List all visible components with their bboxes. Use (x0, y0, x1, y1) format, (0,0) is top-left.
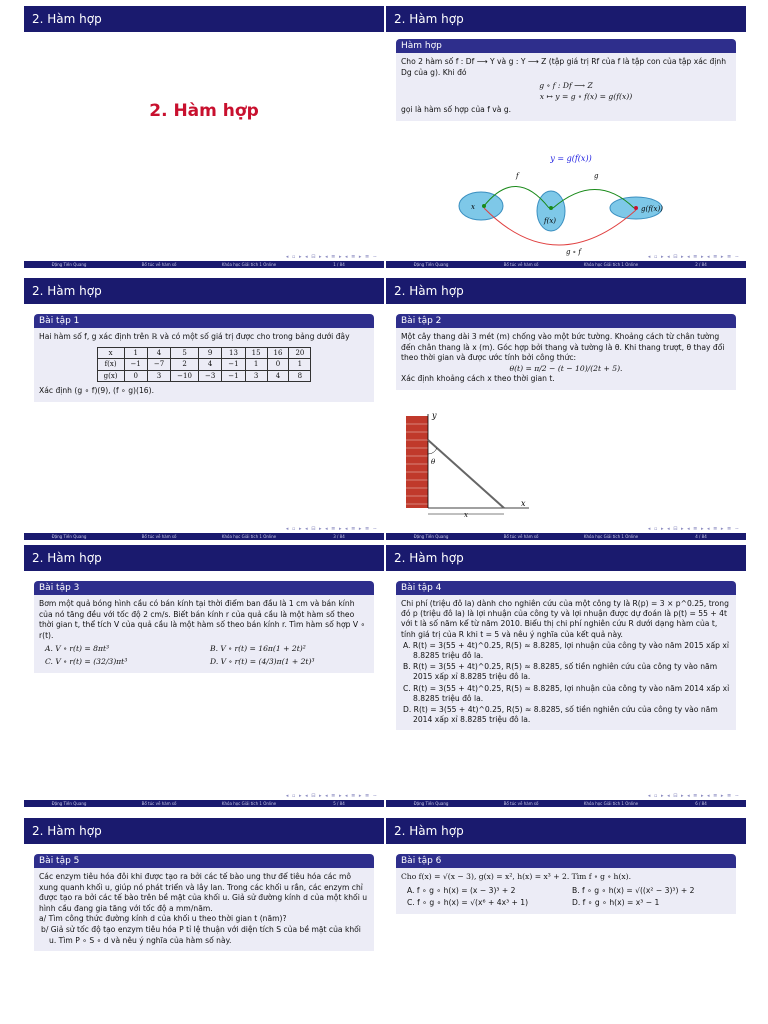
answer-options (39, 644, 369, 667)
slide-header: 2. Hàm hợp (386, 6, 746, 32)
beamer-nav-icons[interactable]: ◂ ▫ ▸ ◂ ⊟ ▸ ◂ ≣ ▸ ◂ ≣ ▸ ≣ ∽ (647, 793, 740, 799)
footer-author: Đặng Tiến Quang (51, 801, 87, 806)
exercise-text: Hai hàm số f, g xác định trên ℝ và có một số giá trị được cho trong bảng dưới đây (39, 332, 350, 341)
angle-arc (428, 448, 437, 454)
exercise-block (34, 581, 374, 673)
brick-wall (406, 416, 428, 508)
option-a[interactable]: A. V ∘ r(t) = 8πt³ (45, 644, 110, 654)
footer-course: Khóa học Giải tích 1 Online (221, 534, 277, 539)
composition-diagram (456, 151, 696, 256)
slide-4 (386, 278, 746, 540)
table-row-g: g(x) 0 3 −10 −3 −1 3 4 8 (97, 370, 311, 382)
option-b[interactable]: B. f ∘ g ∘ h(x) = √((x² − 3)³) + 2 (572, 885, 695, 895)
footer-author: Đặng Tiến Quang (413, 801, 449, 806)
block-body (396, 53, 736, 121)
definition-block (396, 39, 736, 121)
slide-1 (24, 6, 384, 268)
exercise-block (34, 314, 374, 402)
footer-section: Bổ túc về hàm số (141, 534, 177, 539)
ladder-figure (404, 410, 534, 520)
slide-header: 2. Hàm hợp (24, 6, 384, 32)
slide-footer (386, 533, 746, 540)
footer-section: Bổ túc về hàm số (141, 801, 177, 806)
slide-6 (386, 545, 746, 807)
label-gfx: g(f(x)) (641, 205, 663, 213)
footer-author: Đặng Tiến Quang (413, 534, 449, 539)
block-body (396, 328, 736, 390)
footer-course: Khóa học Giải tích 1 Online (583, 534, 639, 539)
definition-text: Cho 2 hàm số f : Df ⟶ Y và g : Y ⟶ Z (tập giá trị Rf của f là tập con của tập xác định Dg của g). Khi đó (401, 57, 727, 77)
exercise-question: Xác định khoảng cách x theo thời gian t. (401, 374, 555, 384)
option-c[interactable]: C. f ∘ g ∘ h(x) = √(x⁶ + 4x³ + 1) (407, 898, 529, 908)
slide-footer (24, 800, 384, 807)
footer-page: 3 / 84 (333, 534, 345, 539)
slide-header: 2. Hàm hợp (386, 545, 746, 571)
block-title: Bài tập 4 (396, 581, 736, 595)
slide-header: 2. Hàm hợp (24, 545, 384, 571)
footer-section: Bổ túc về hàm số (503, 801, 539, 806)
slide-footer (24, 533, 384, 540)
slide-8 (386, 818, 746, 1018)
block-body (34, 595, 374, 673)
beamer-nav-icons[interactable]: ◂ ▫ ▸ ◂ ⊟ ▸ ◂ ≣ ▸ ◂ ≣ ▸ ≣ ∽ (647, 254, 740, 260)
block-title: Bài tập 5 (34, 854, 374, 868)
footer-page: 5 / 84 (333, 801, 345, 806)
option-d[interactable]: D. R(t) = 3(55 + 4t)^0.25, R(5) ≈ 8.8285, số tiền nghiên cứu của công ty vào năm 2014 xấp xỉ 8.8285 triệu đô la. (403, 705, 718, 725)
ladder (428, 440, 504, 508)
distance-label: x (464, 511, 468, 519)
footer-section: Bổ túc về hàm số (503, 262, 539, 267)
footer-author: Đặng Tiến Quang (51, 262, 87, 267)
option-a[interactable]: A. R(t) = 3(55 + 4t)^0.25, R(5) ≈ 8.8285, lợi nhuận của công ty vào năm 2015 xấp xỉ 8.8285 triệu đô la. (403, 640, 730, 661)
beamer-nav-icons[interactable]: ◂ ▫ ▸ ◂ ⊟ ▸ ◂ ≣ ▸ ◂ ≣ ▸ ≣ ∽ (285, 526, 378, 532)
label-gof: g ∘ f (566, 248, 581, 256)
slide-2 (386, 6, 746, 268)
slide-header: 2. Hàm hợp (386, 818, 746, 844)
formula-line-1: g ∘ f : Df ⟶ Z (539, 81, 593, 91)
point-x (482, 204, 486, 208)
exercise-text: Một cây thang dài 3 mét (m) chống vào một bức tường. Khoảng cách từ chân tường đến chân thang là x (m). Góc hợp bởi thang và tường là θ. Khi thang trượt, θ thay đổi theo thời gian và được ước tính bởi công thức: (401, 332, 725, 363)
formula-line-2: x ↦ y = g ∘ f(x) = g(f(x)) (539, 91, 633, 101)
footer-course: Khóa học Giải tích 1 Online (221, 801, 277, 806)
slide-footer (386, 800, 746, 807)
section-title: 2. Hàm hợp (149, 101, 259, 121)
beamer-nav-icons[interactable]: ◂ ▫ ▸ ◂ ⊟ ▸ ◂ ≣ ▸ ◂ ≣ ▸ ≣ ∽ (285, 793, 378, 799)
footer-page: 4 / 84 (695, 534, 707, 539)
option-c[interactable]: C. R(t) = 3(55 + 4t)^0.25, R(5) ≈ 8.8285, lợi nhuận của công ty vào năm 2014 xấp xỉ 8.8285 triệu đô la. (403, 683, 730, 703)
values-table (97, 347, 312, 383)
label-x: x (471, 203, 475, 211)
beamer-nav-icons[interactable]: ◂ ▫ ▸ ◂ ⊟ ▸ ◂ ≣ ▸ ◂ ≣ ▸ ≣ ∽ (285, 254, 378, 260)
definition-closing: gọi là hàm số hợp của f và g. (401, 105, 512, 115)
label-g: g (594, 172, 599, 180)
theta-formula: θ(t) = π/2 − (t − 10)/(2t + 5). (509, 363, 623, 373)
block-body (34, 328, 374, 402)
label-f: f (516, 172, 519, 180)
footer-author: Đặng Tiến Quang (51, 534, 87, 539)
slide-header: 2. Hàm hợp (24, 278, 384, 304)
slide-3 (24, 278, 384, 540)
block-title: Bài tập 2 (396, 314, 736, 328)
exercise-text: Các enzym tiêu hóa đôi khi được tạo ra bởi các tế bào ung thư để tiêu hóa các mô xung quanh khối u, giúp nó phát triển và lây lan. Trong các khối u rắn, các enzym chỉ được tạo ra bởi các tế bào trên bề mặt của khối u. Giả sử đường kính d của một khối u hình cầu đang gia tăng với tốc độ a mm/năm. (39, 872, 368, 913)
option-d[interactable]: D. V ∘ r(t) = (4/3)π(1 + 2t)³ (210, 656, 315, 666)
footer-page: 1 / 84 (333, 262, 345, 267)
slide-header: 2. Hàm hợp (24, 818, 384, 844)
part-a: a/ Tìm công thức đường kính d của khối u theo thời gian t (năm)? (39, 914, 287, 924)
point-fx (549, 206, 553, 210)
exercise-block (396, 854, 736, 914)
block-title: Bài tập 1 (34, 314, 374, 328)
block-title: Bài tập 3 (34, 581, 374, 595)
block-title: Hàm hợp (396, 39, 736, 53)
part-b: b/ Giả sử tốc độ tạo enzym tiêu hóa P tỉ lệ thuận với diện tích S của bề mặt của khối u. Tìm P ∘ S ∘ d và nêu ý nghĩa của hàm số này. (41, 924, 361, 945)
footer-section: Bổ túc về hàm số (141, 262, 177, 267)
slide-footer (386, 261, 746, 268)
footer-page: 2 / 84 (695, 262, 707, 267)
block-body (396, 595, 736, 730)
domain-ellipse (459, 192, 503, 220)
table-row-x: x 1 4 5 9 13 15 16 20 (97, 347, 311, 359)
range-ellipse (537, 191, 565, 231)
slide-7 (24, 818, 384, 1018)
beamer-nav-icons[interactable]: ◂ ▫ ▸ ◂ ⊟ ▸ ◂ ≣ ▸ ◂ ≣ ▸ ≣ ∽ (647, 526, 740, 532)
exercise-block (396, 581, 736, 730)
option-c[interactable]: C. V ∘ r(t) = (32/3)πt³ (45, 656, 128, 666)
footer-page: 6 / 84 (695, 801, 707, 806)
diagram-top-label: y = g(f(x)) (550, 154, 592, 163)
option-a[interactable]: A. f ∘ g ∘ h(x) = (x − 3)³ + 2 (407, 885, 516, 895)
block-title: Bài tập 6 (396, 854, 736, 868)
block-body (34, 868, 374, 951)
point-gfx (634, 206, 638, 210)
slide-5 (24, 545, 384, 807)
footer-course: Khóa học Giải tích 1 Online (583, 801, 639, 806)
option-b[interactable]: B. V ∘ r(t) = 16π(1 + 2t)² (210, 644, 306, 654)
table-row-f: f(x) −1 −7 2 4 −1 1 0 1 (97, 359, 311, 371)
slide-header: 2. Hàm hợp (386, 278, 746, 304)
y-label: y (432, 411, 437, 420)
exercise-text: Cho f(x) = √(x − 3), g(x) = x², h(x) = x³ + 2. Tìm f ∘ g ∘ h(x). (401, 872, 632, 881)
label-fx: f(x) (544, 217, 557, 225)
answer-options (401, 641, 731, 726)
exercise-block (34, 854, 374, 951)
slide-footer (24, 261, 384, 268)
exercise-text: Bơm một quả bóng hình cầu có bán kính tại thời điểm ban đầu là 1 cm và bán kính của nó tăng đều với tốc độ 2 cm/s. Biết bán kính r của quả cầu là một hàm số theo thời gian t, thể tích V của quả cầu là một hàm số theo bán kính r. Tìm hàm số hợp V ∘ r(t). (39, 599, 366, 640)
x-label: x (521, 499, 526, 508)
footer-course: Khóa học Giải tích 1 Online (221, 262, 277, 267)
exercise-text: Chi phí (triệu đô la) dành cho nghiên cứu của một công ty là R(p) = 3 × p^0.25, trong đó p (triệu đô la) là lợi nhuận của công ty và lợi nhuận được dự đoán là p(t) = 55 + 4t với t là số năm kể từ năm 2010. Biểu thị chi phí nghiên cứu R dưới dạng hàm của t, tính giá trị của R khi t = 5 và nêu ý nghĩa của kết quả này. (401, 599, 729, 639)
footer-author: Đặng Tiến Quang (413, 262, 449, 267)
exercise-block (396, 314, 736, 390)
theta-label: θ (431, 458, 436, 466)
option-d[interactable]: D. f ∘ g ∘ h(x) = x³ − 1 (572, 898, 660, 908)
option-b[interactable]: B. R(t) = 3(55 + 4t)^0.25, R(5) ≈ 8.8285, số tiền nghiên cứu của công ty vào năm 2015 xấp xỉ 8.8285 triệu đô la. (403, 662, 718, 682)
block-body (396, 868, 736, 914)
footer-course: Khóa học Giải tích 1 Online (583, 262, 639, 267)
exercise-question: Xác định (g ∘ f)(9), (f ∘ g)(16). (39, 386, 155, 396)
answer-options (401, 886, 731, 909)
footer-section: Bổ túc về hàm số (503, 534, 539, 539)
